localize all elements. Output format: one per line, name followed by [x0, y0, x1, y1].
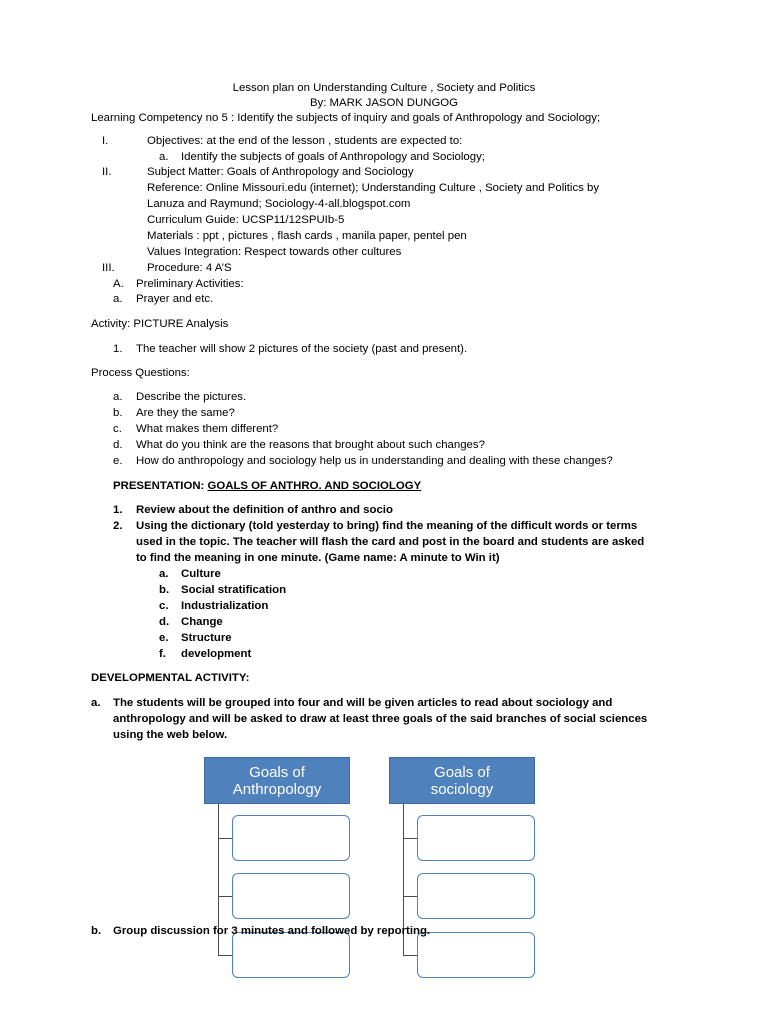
term-marker: a. — [159, 568, 169, 580]
developmental-b-marker: b. — [91, 925, 102, 937]
sociology-header-line-1: Goals of — [434, 763, 490, 781]
anthropology-connector-branch — [218, 955, 232, 956]
term-text: Structure — [181, 632, 232, 644]
anthropology-connector-branch — [218, 838, 232, 839]
process-questions-title: Process Questions: — [91, 367, 190, 379]
learning-competency: Learning Competency no 5 : Identify the subjects of inquiry and goals of Anthropology and Sociology; — [91, 112, 601, 124]
sociology-goal-box — [417, 873, 535, 919]
anthropology-header-line-1: Goals of — [249, 763, 305, 781]
activity-item-text: The teacher will show 2 pictures of the society (past and present). — [136, 343, 468, 355]
anthropology-header-line-2: Anthropology — [232, 780, 322, 798]
document-title: Lesson plan on Understanding Culture , Society and Politics — [232, 82, 536, 94]
question-text: Are they the same? — [136, 407, 235, 419]
developmental-a-line-1: The students will be grouped into four and will be given articles to read about sociology and — [113, 697, 613, 709]
presentation-item-2-marker: 2. — [113, 520, 123, 532]
term-marker: d. — [159, 616, 170, 628]
activity-item-marker: 1. — [113, 343, 123, 355]
sociology-connector-branch — [403, 838, 417, 839]
document-author: By: MARK JASON DUNGOG — [309, 97, 459, 109]
developmental-a-line-2: anthropology and will be asked to draw at least three goals of the said branches of social sciences — [113, 713, 648, 725]
curriculum-guide: Curriculum Guide: UCSP11/12SPUIb-5 — [147, 214, 345, 226]
term-marker: f. — [159, 648, 166, 660]
activity-title: Activity: PICTURE Analysis — [91, 318, 229, 330]
presentation-heading — [113, 478, 421, 494]
presentation-item-2-line-3: to find the meaning in one minute. (Game name: A minute to Win it) — [136, 552, 500, 564]
subject-matter: Subject Matter: Goals of Anthropology and Sociology — [147, 166, 414, 178]
question-marker: b. — [113, 407, 123, 419]
values-integration: Values Integration: Respect towards other cultures — [147, 246, 402, 258]
sociology-goals-header — [389, 757, 535, 804]
term-text: Change — [181, 616, 223, 628]
term-text: development — [181, 648, 252, 660]
sociology-goal-box — [417, 932, 535, 978]
developmental-a-marker: a. — [91, 697, 101, 709]
term-text: Social stratification — [181, 584, 287, 596]
section-3-numeral: III. — [102, 262, 115, 274]
presentation-label: PRESENTATION: — [113, 480, 208, 492]
question-text: How do anthropology and sociology help us in understanding and dealing with these changes? — [136, 455, 613, 467]
term-text: Culture — [181, 568, 221, 580]
presentation-topic: GOALS OF ANTHRO. AND SOCIOLOGY — [207, 480, 422, 492]
presentation-item-1-text: Review about the definition of anthro and socio — [136, 504, 393, 516]
presentation-item-2-line-2: used in the topic. The teacher will flash the card and post in the board and students are asked — [136, 536, 645, 548]
anthropology-goal-box — [232, 815, 350, 861]
anthropology-goal-box — [232, 873, 350, 919]
reference-line-1: Reference: Online Missouri.edu (internet); Understanding Culture , Society and Politics by — [147, 182, 600, 194]
section-2-numeral: II. — [102, 166, 112, 178]
objective-a-text: Identify the subjects of goals of Anthropology and Sociology; — [181, 151, 485, 163]
presentation-item-1-marker: 1. — [113, 504, 123, 516]
sociology-header-line-2: sociology — [430, 780, 494, 798]
materials: Materials : ppt , pictures , flash cards , manila paper, pentel pen — [147, 230, 467, 242]
term-marker: c. — [159, 600, 169, 612]
sociology-goal-box — [417, 815, 535, 861]
preliminary-activities: Preliminary Activities: — [136, 278, 244, 290]
question-marker: c. — [113, 423, 122, 435]
term-marker: b. — [159, 584, 170, 596]
sociology-connector-branch — [403, 896, 417, 897]
anthropology-connector-branch — [218, 896, 232, 897]
objective-a-marker: a. — [159, 151, 169, 163]
reference-line-2: Lanuza and Raymund; Sociology-4-all.blogspot.com — [147, 198, 411, 210]
question-text: What makes them different? — [136, 423, 279, 435]
preliminary-marker: A. — [113, 278, 124, 290]
developmental-a-line-3: using the web below. — [113, 729, 228, 741]
question-marker: d. — [113, 439, 123, 451]
term-marker: e. — [159, 632, 169, 644]
question-marker: a. — [113, 391, 123, 403]
question-text: What do you think are the reasons that brought about such changes? — [136, 439, 485, 451]
question-marker: e. — [113, 455, 123, 467]
prayer-text: Prayer and etc. — [136, 293, 214, 305]
objectives-text: Objectives: at the end of the lesson , students are expected to: — [147, 135, 463, 147]
sociology-connector-branch — [403, 955, 417, 956]
prayer-marker: a. — [113, 293, 123, 305]
procedure-text: Procedure: 4 A’S — [147, 262, 232, 274]
presentation-item-2-line-1: Using the dictionary (told yesterday to bring) find the meaning of the difficult words or terms — [136, 520, 638, 532]
term-text: Industrialization — [181, 600, 269, 612]
developmental-title: DEVELOPMENTAL ACTIVITY: — [91, 672, 250, 684]
anthropology-goals-header — [204, 757, 350, 804]
section-1-numeral: I. — [102, 135, 109, 147]
question-text: Describe the pictures. — [136, 391, 247, 403]
developmental-b-text: Group discussion for 3 minutes and followed by reporting. — [113, 925, 431, 937]
